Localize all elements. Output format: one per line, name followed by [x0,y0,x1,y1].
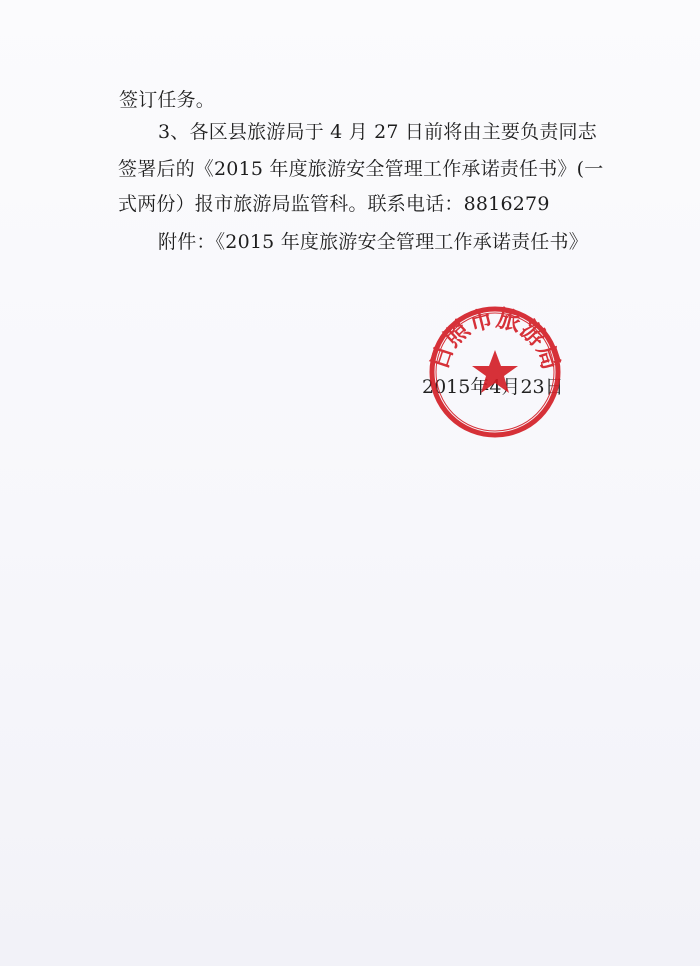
body-line-2: 3、各区县旅游局于 4 月 27 日前将由主要负责同志 [158,121,597,143]
seal-text-path: 日照市旅游局 [425,303,565,374]
official-seal [425,302,565,442]
attachment-line: 附件：《2015 年度旅游安全管理工作承诺责任书》 [158,231,588,253]
seal-star-icon [472,350,518,393]
body-line-3: 签署后的《2015 年度旅游安全管理工作承诺责任书》(一 [118,158,604,180]
body-line-1: 签订任务。 [119,89,216,111]
body-line-4: 式两份）报市旅游局监管科。联系电话：8816279 [118,193,550,215]
issue-date: 2015年4月23日 [422,376,564,398]
